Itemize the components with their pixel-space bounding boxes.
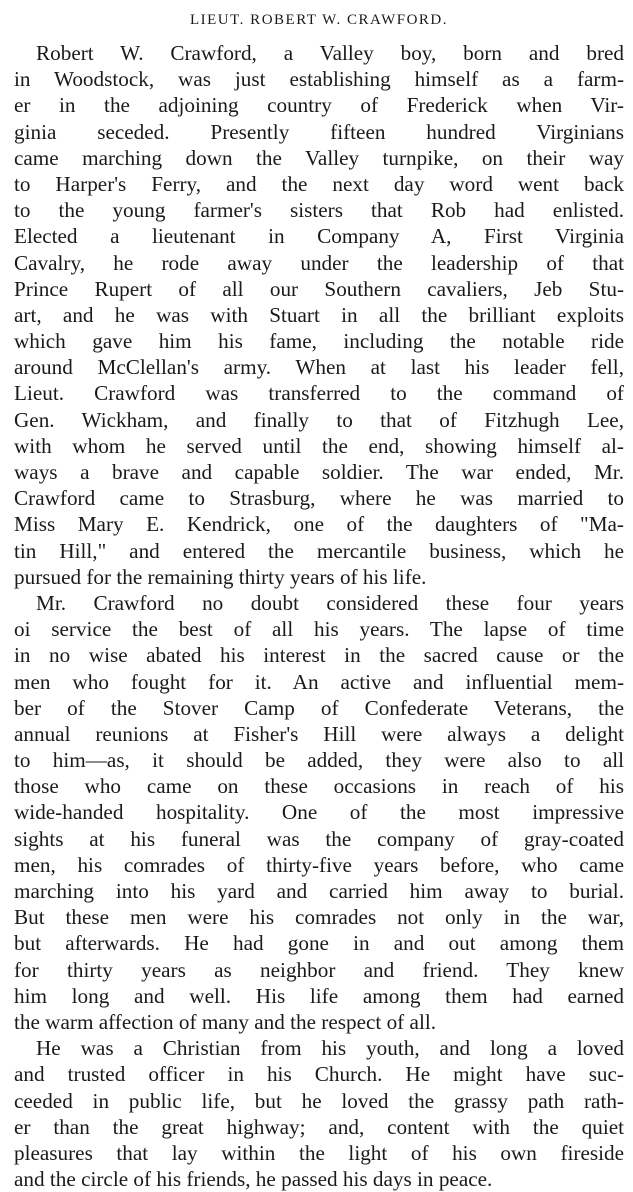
text-line: Gen. Wickham, and finally to that of Fitzhugh Lee, (14, 407, 624, 432)
text-line: and trusted officer in his Church. He might have suc- (14, 1062, 624, 1087)
text-line: around McClellan's army. When at last his leader fell, (14, 355, 624, 380)
text-line: men who fought for it. An active and influential mem- (14, 669, 624, 694)
text-line: oi service the best of all his years. The lapse of time (14, 617, 624, 642)
text-line: to him—as, it should be added, they were also to all (14, 748, 624, 773)
text-line: Crawford came to Strasburg, where he was married to (14, 486, 624, 511)
text-line: annual reunions at Fisher's Hill were always a delight (14, 721, 624, 746)
text-line: men, his comrades of thirty-five years before, who came (14, 852, 624, 877)
paragraph (14, 40, 624, 590)
article-body (14, 40, 624, 1192)
text-line: Lieut. Crawford was transferred to the command of (14, 381, 624, 406)
article-heading: LIEUT. ROBERT W. CRAWFORD. (189, 12, 449, 28)
text-line: Cavalry, he rode away under the leadership of that (14, 250, 624, 275)
text-line: er than the great highway; and, content with the quiet (14, 1114, 624, 1139)
text-line: marching into his yard and carried him away to burial. (14, 879, 624, 903)
text-line: But these men were his comrades not only in the war, (14, 905, 624, 930)
text-line: wide-handed hospitality. One of the most impressive (14, 800, 624, 825)
text-line: the warm affection of many and the respect of all. (14, 1009, 437, 1034)
text-line: for thirty years as neighbor and friend. They knew (14, 957, 624, 982)
text-line: ber of the Stover Camp of Confederate Veterans, the (14, 695, 624, 720)
text-line: ways a brave and capable soldier. The war ended, Mr. (14, 460, 624, 484)
text-line: which gave him his fame, including the notable ride (14, 329, 624, 354)
text-line: with whom he served until the end, showing himself al- (14, 433, 624, 458)
text-line: Robert W. Crawford, a Valley boy, born and bred (36, 41, 624, 65)
text-line: those who came on these occasions in reach of his (14, 774, 624, 799)
text-line: to Harper's Ferry, and the next day word went back (14, 171, 624, 196)
text-line: in Woodstock, was just establishing himself as a farm- (14, 67, 624, 92)
text-line: Prince Rupert of all our Southern cavaliers, Jeb Stu- (14, 276, 624, 301)
text-line: ceeded in public life, but he loved the grassy path rath- (14, 1088, 624, 1113)
text-line: him long and well. His life among them had earned (14, 983, 624, 1008)
text-line: Miss Mary E. Kendrick, one of the daughters of "Ma- (14, 512, 624, 537)
paragraph (14, 1035, 624, 1192)
text-line: ginia seceded. Presently fifteen hundred Virginians (14, 119, 624, 144)
text-line: er in the adjoining country of Frederick when Vir- (14, 93, 624, 118)
text-line: Elected a lieutenant in Company A, First Virginia (14, 224, 624, 249)
text-line: sights at his funeral was the company of gray-coated (14, 826, 624, 851)
text-line: came marching down the Valley turnpike, on their way (14, 145, 624, 170)
text-line: tin Hill," and entered the mercantile business, which he (14, 538, 624, 563)
paragraph (14, 590, 624, 1035)
text-line: He was a Christian from his youth, and long a loved (36, 1036, 624, 1061)
text-line: in no wise abated his interest in the sacred cause or the (14, 643, 624, 668)
text-line: Mr. Crawford no doubt considered these four years (36, 590, 624, 615)
text-line: art, and he was with Stuart in all the brilliant exploits (14, 302, 624, 327)
text-line: but afterwards. He had gone in and out among them (14, 931, 624, 956)
text-line: pleasures that lay within the light of his own fireside (14, 1140, 624, 1165)
text-line: pursued for the remaining thirty years of his life. (14, 564, 427, 589)
text-line: and the circle of his friends, he passed his days in peace. (14, 1167, 493, 1192)
text-line: to the young farmer's sisters that Rob had enlisted. (14, 198, 624, 223)
